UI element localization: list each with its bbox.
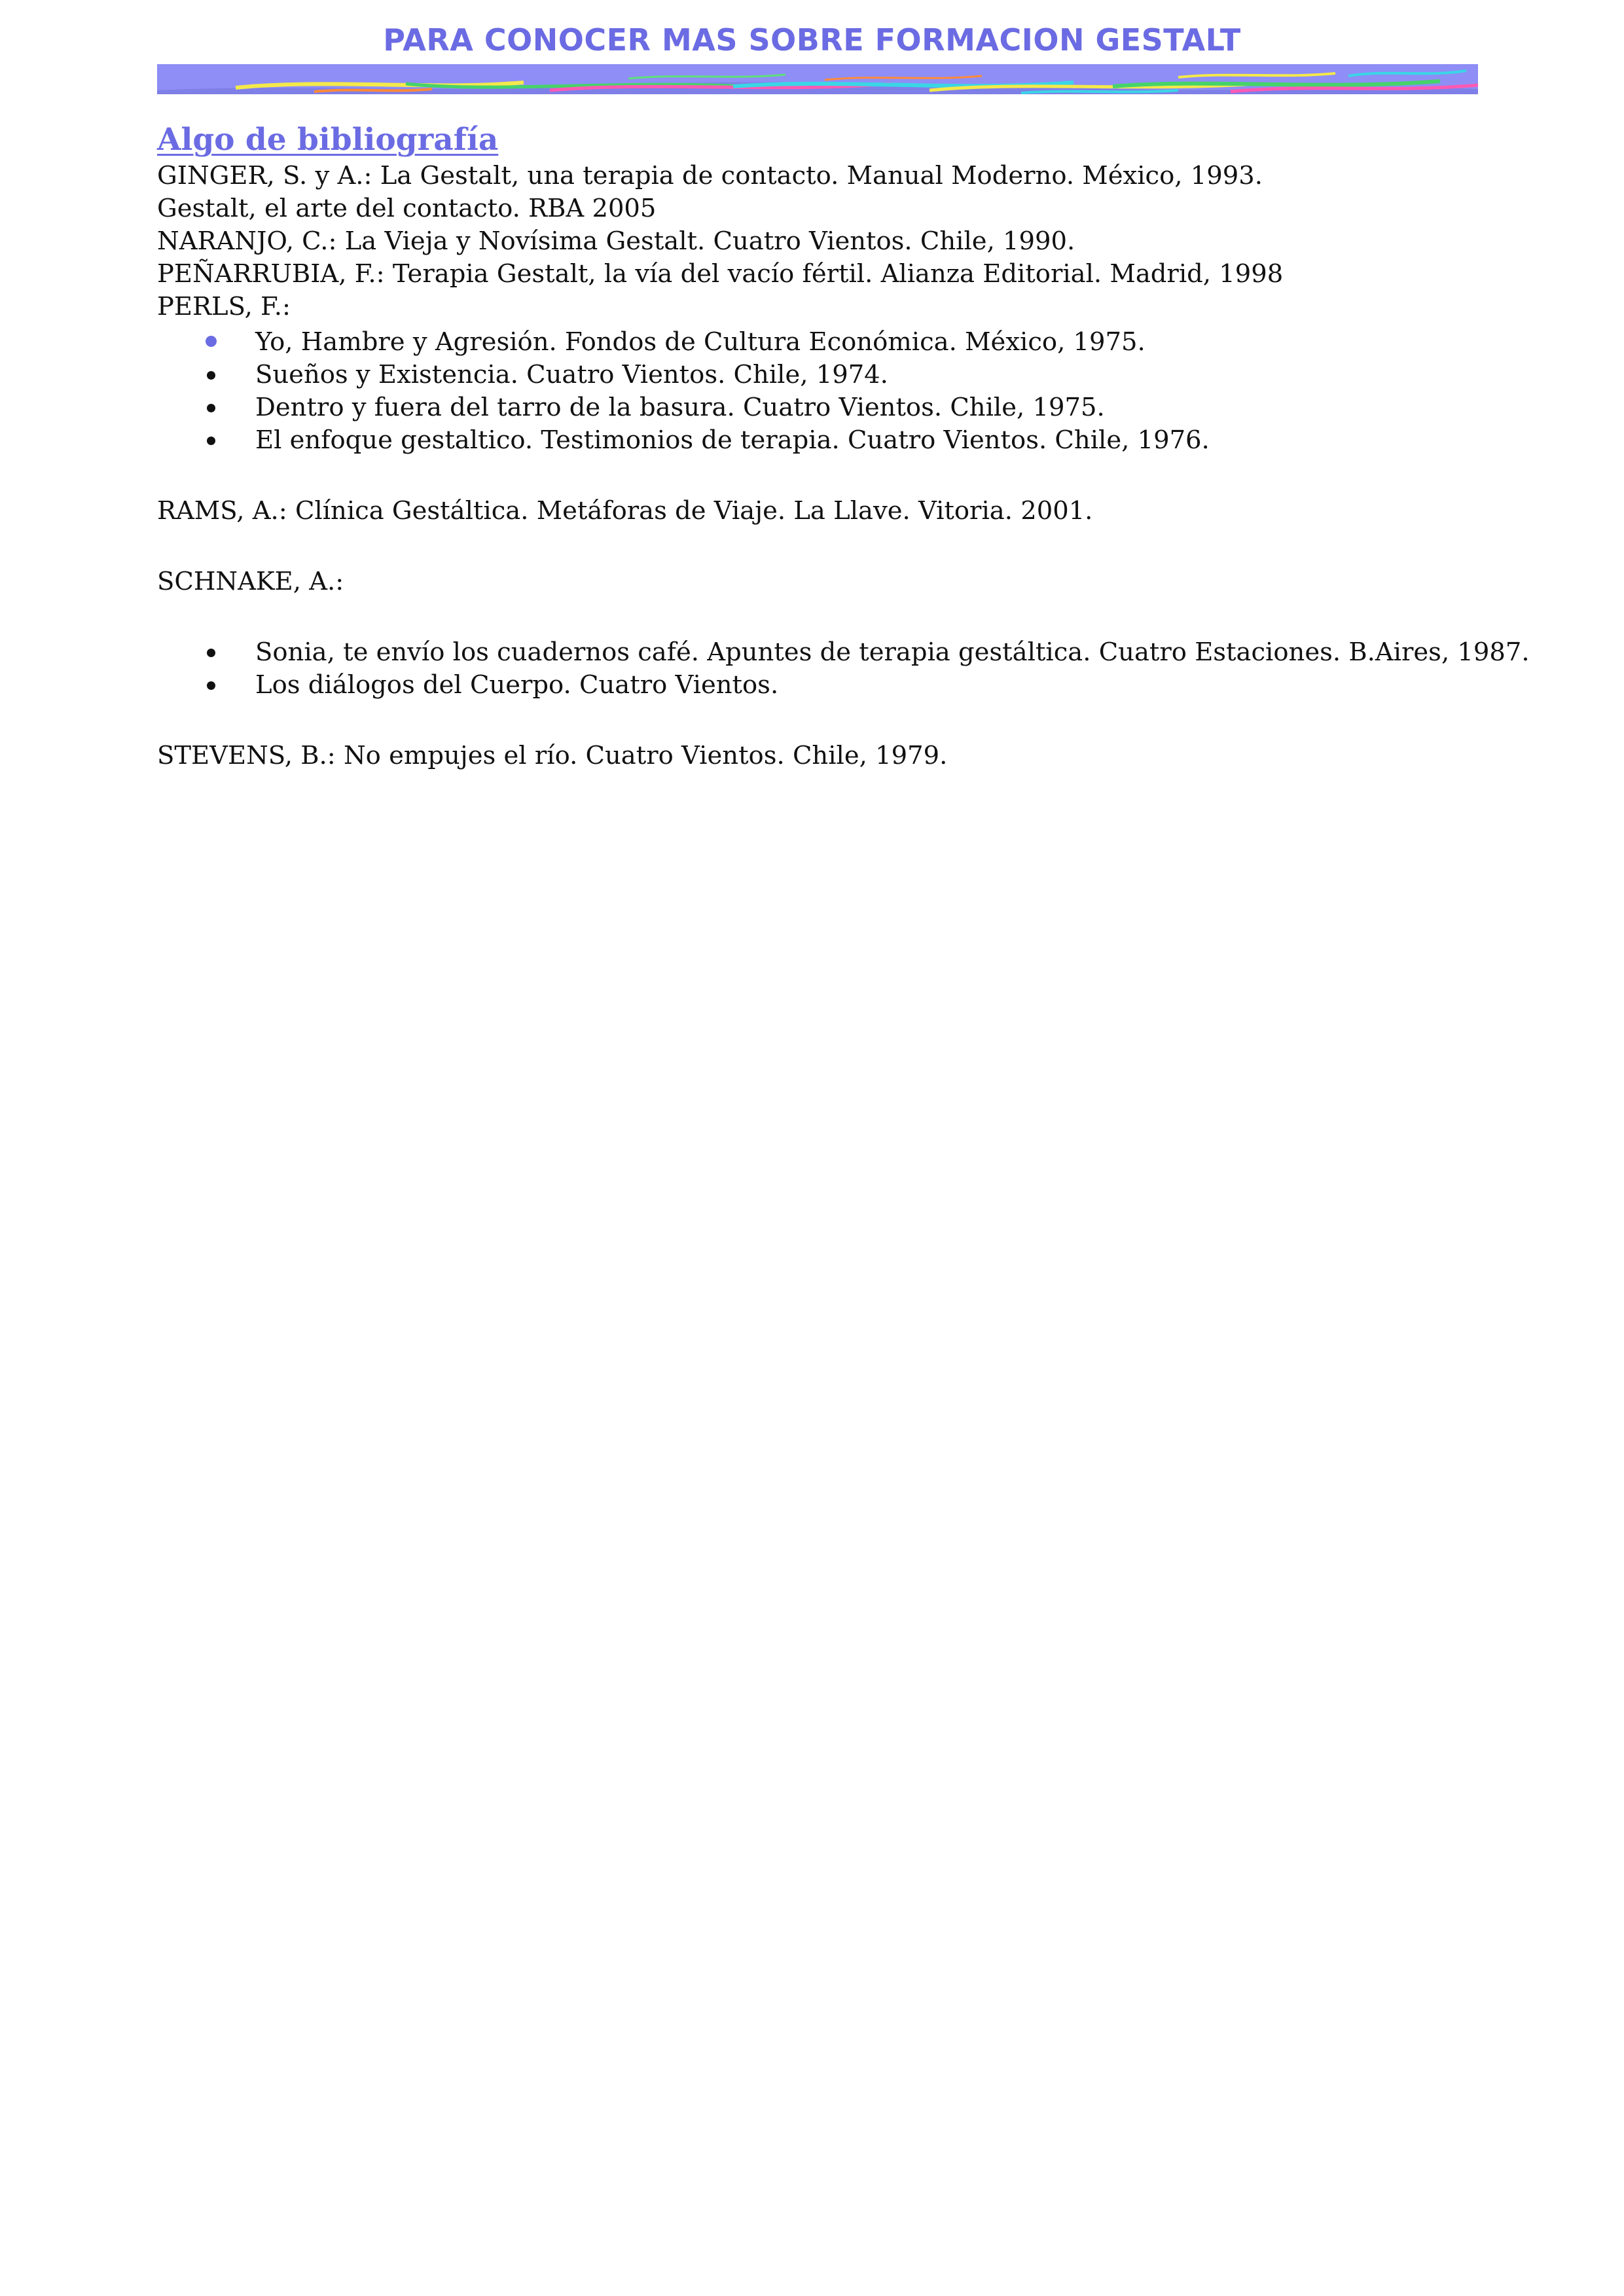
entry-penarrubia: PEÑARRUBIA, F.: Terapia Gestalt, la vía del vacío fértil. Alianza Editorial. Madrid, 1998 [157,259,1284,289]
list-item-text: Sonia, te envío los cuadernos café. Apuntes de terapia gestáltica. Cuatro Estaciones. B.Aires, 1987. [255,637,1530,667]
spacer [157,598,1478,636]
list-item [157,669,1478,702]
list-item-text: Dentro y fuera del tarro de la basura. Cuatro Vientos. Chile, 1975. [255,393,1105,422]
entry-stevens: STEVENS, B.: No empujes el río. Cuatro Vientos. Chile, 1979. [157,741,948,770]
list-item-text: Los diálogos del Cuerpo. Cuatro Vientos. [255,670,779,700]
page-title: PARA CONOCER MAS SOBRE FORMACION GESTALT [383,22,1241,58]
decorative-banner [157,64,1478,94]
entry-rams: RAMS, A.: Clínica Gestáltica. Metáforas de Viaje. La Llave. Vitoria. 2001. [157,496,1093,526]
entry-schnake-author: SCHNAKE, A.: [157,567,344,596]
bullet-icon [206,336,217,347]
bullet-icon [207,681,215,690]
list-item [157,424,1478,457]
spacer [157,702,1478,740]
bullet-icon [207,437,215,445]
list-item [157,391,1478,424]
entry-ginger: GINGER, S. y A.: La Gestalt, una terapia de contacto. Manual Moderno. México, 1993. [157,161,1263,190]
perls-works-list [157,326,1478,457]
list-item [157,359,1478,391]
spacer [157,528,1478,565]
bibliography-section [157,120,1530,772]
entry-perls-author: PERLS, F.: [157,292,291,321]
list-item-text: El enfoque gestaltico. Testimonios de terapia. Cuatro Vientos. Chile, 1976. [255,425,1210,455]
list-item-text: Yo, Hambre y Agresión. Fondos de Cultura Económica. México, 1975. [255,327,1146,357]
list-item [157,326,1478,359]
bullet-icon [207,649,215,657]
schnake-works-list [157,636,1530,702]
bullet-icon [207,404,215,412]
list-item [157,636,1530,669]
banner-artwork [157,64,1478,94]
bullet-icon [207,371,215,380]
list-item-text: Sueños y Existencia. Cuatro Vientos. Chile, 1974. [255,360,888,389]
section-heading: Algo de bibliografía [157,122,499,158]
spacer [157,457,1478,495]
entry-naranjo: NARANJO, C.: La Vieja y Novísima Gestalt. Cuatro Vientos. Chile, 1990. [157,226,1075,256]
entry-ginger-second: Gestalt, el arte del contacto. RBA 2005 [157,194,657,223]
